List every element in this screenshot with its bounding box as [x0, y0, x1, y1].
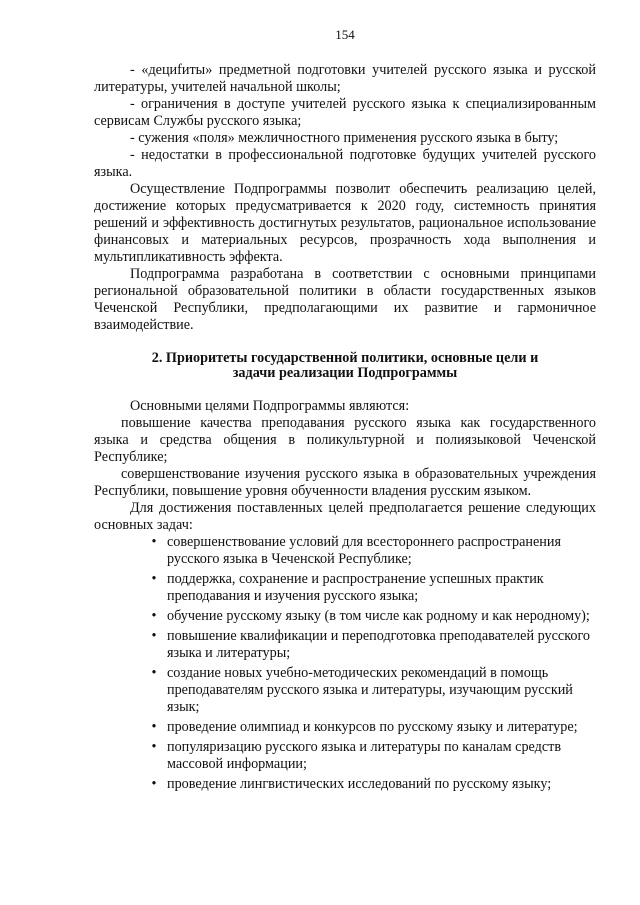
bullet-icon: •	[151, 776, 157, 792]
list-item	[148, 776, 597, 793]
paragraph-narrowing: - сужения «поля» межличностного применения русского языка в быту;	[130, 130, 559, 146]
list-item	[148, 571, 597, 605]
list-item	[148, 628, 597, 662]
document-body	[94, 62, 596, 796]
list-item-text: проведение лингвистических исследований по русскому языку;	[167, 776, 552, 792]
section-heading-line-1: 2. Приоритеты государственной политики, основные цели и	[151, 350, 539, 366]
list-item-text: совершенствование условий для всестороннего распространения русского языка в Чеченской Республике;	[167, 534, 562, 567]
section-heading	[94, 351, 596, 381]
paragraph-basis: Подпрограмма разработана в соответствии с основными принципами региональной образовательной политики в области государственных языков Чеченской Республики, предполагающими их развитие и гармоничное взаимодействие.	[94, 266, 596, 333]
paragraph-deficits: - «дециfиты» предметной подготовки учителей русского языка и русской литературы, учителей начальной школы;	[94, 62, 596, 95]
paragraph-goal-improvement: совершенствование изучения русского языка в образовательных учреждения Республики, повышение уровня обученности владения русским языком.	[94, 466, 596, 499]
paragraph-implementation: Осуществление Подпрограммы позволит обеспечить реализацию целей, достижение которых предусматривается к 2020 году, системность принятия решений и эффективность достигнутых результатов, рациональное использование финансовых и материальных ресурсов, прозрачность хода выполнения и мультипликативность эффекта.	[94, 181, 596, 265]
list-item-text: повышение квалификации и переподготовка преподавателей русского языка и литературы;	[167, 628, 591, 661]
list-item-text: создание новых учебно-методических рекомендаций в помощь преподавателям русского языка и литературы, изучающим русский язык;	[167, 665, 573, 715]
list-item-text: обучение русскому языку (в том числе как родному и как неродному);	[167, 608, 590, 624]
list-item	[148, 534, 597, 568]
paragraph-goals-intro: Основными целями Подпрограммы являются:	[130, 398, 410, 414]
list-item	[148, 665, 597, 716]
list-item	[148, 608, 597, 625]
list-item-text: поддержка, сохранение и распространение успешных практик преподавания и изучения русского языка;	[167, 571, 544, 604]
paragraph-goal-quality: повышение качества преподавания русского языка как государственного языка и средства общения в поликультурной и полиязыковой Чеченской Республике;	[94, 415, 596, 465]
bullet-icon: •	[151, 665, 157, 681]
paragraph-access-limits: - ограничения в доступе учителей русского языка к специализированным сервисам Службы русского языка;	[94, 96, 596, 129]
bullet-icon: •	[151, 608, 157, 624]
document-page	[94, 0, 596, 905]
bullet-icon: •	[151, 719, 157, 735]
list-item-text: проведение олимпиад и конкурсов по русскому языку и литературе;	[167, 719, 578, 735]
bullet-icon: •	[151, 534, 157, 550]
tasks-list	[94, 534, 596, 793]
list-item-text: популяризацию русского языка и литературы по каналам средств массовой информации;	[167, 739, 562, 772]
list-item	[148, 739, 597, 773]
bullet-icon: •	[151, 628, 157, 644]
section-heading-line-2: задачи реализации Подпрограммы	[232, 365, 458, 381]
paragraph-tasks-intro: Для достижения поставленных целей предполагается решение следующих основных задач:	[94, 500, 596, 533]
list-item	[148, 719, 597, 736]
bullet-icon: •	[151, 739, 157, 755]
page-number: 154	[335, 27, 355, 42]
paragraph-training-gaps: - недостатки в профессиональной подготовке будущих учителей русского языка.	[94, 147, 596, 180]
bullet-icon: •	[151, 571, 157, 587]
